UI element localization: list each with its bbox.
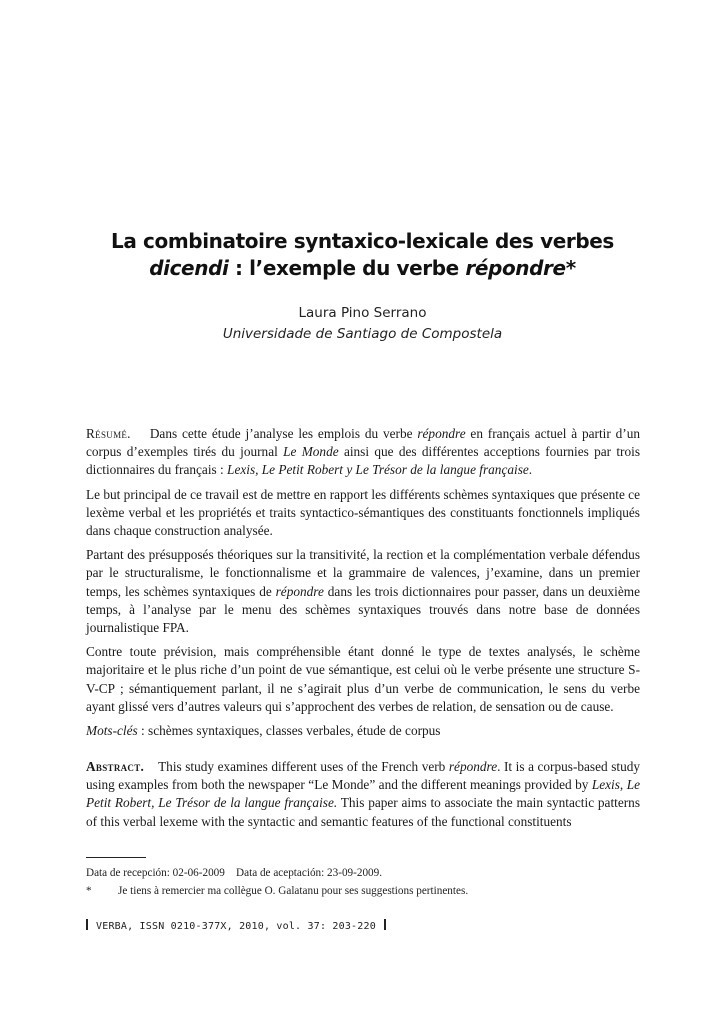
abstract-paragraph: Abstract. This study examines different uses of the French verb répondre. It is a corpus-based study using examples from both the newspaper “Le Monde” and the different meanings provided by Lexis, Le Petit Robert, Le Trésor de la langue française. This paper aims to associate the main syntactic patterns of this verbal lexeme with the syntactic and semantic features of the functional constituents [86, 759, 641, 829]
article-title [0, 228, 725, 282]
title-line-1: La combinatoire syntaxico-lexicale des verbes [111, 229, 614, 253]
author-name: Laura Pino Serrano [298, 305, 427, 321]
footnote-thanks: * Je tiens à remercier ma collègue O. Galatanu pour ses suggestions pertinentes. [86, 885, 469, 897]
resume-section [86, 425, 640, 746]
footnotes [86, 864, 640, 900]
author-affiliation: Universidade de Santiago de Compostela [222, 326, 503, 342]
resume-paragraph-2: Le but principal de ce travail est de mettre en rapport les différents schèmes syntaxiques que présente ce lexème verbal et les propriétés et traits syntactico-sémantiques des constituants fonctionnels impliqués dans chaque construction analysée. [86, 486, 640, 539]
abstract-label: Abstract. [86, 759, 145, 774]
resume-keywords: Mots-clés : schèmes syntaxiques, classes verbales, étude de corpus [86, 723, 441, 739]
footer-bar-right [384, 919, 386, 930]
resume-paragraph-1: Résumé. Dans cette étude j’analyse les emplois du verbe répondre en français actuel à partir d’un corpus d’exemples tirés du journal Le Monde ainsi que des différentes acceptions fournies par trois dictionnaires du français : Lexis, Le Petit Robert y Le Trésor de la langue française. [86, 426, 641, 478]
footnote-dates: Data de recepción: 02-06-2009 Data de aceptación: 23-09-2009. [86, 867, 383, 879]
abstract-section [86, 758, 640, 837]
footnote-rule [86, 857, 146, 858]
resume-paragraph-4: Contre toute prévision, mais compréhensible étant donné le type de textes analysés, le schème majoritaire et le plus riche d’un point de vue sémantique, est celui où le verbe présente une structure S-V-CP ; sémantiquement parlant, il ne s’agirait plus d’un verbe de communication, le sens du verbe ayant glissé vers d’autres valeurs qui s’approchent des verbes de relation, de sensation ou de cause. [86, 644, 640, 714]
title-line-2: dicendi : l’exemple du verbe répondre* [149, 256, 576, 280]
footer-bar-left [86, 919, 88, 930]
journal-citation: VERBA, ISSN 0210-377X, 2010, vol. 37: 203-220 [96, 921, 376, 932]
resume-label: Résumé [86, 426, 128, 441]
journal-footer [86, 919, 386, 932]
resume-paragraph-3: Partant des présupposés théoriques sur la transitivité, la rection et la complémentation verbale défendus par le structuralisme, le fonctionnalisme et la grammaire de valences, j’examine, dans un premier temps, les schèmes syntaxiques de répondre dans les trois dictionnaires pour passer, dans un deuxième temps, à l’analyse par le menu des schèmes syntaxiques trouvés dans notre base de données journalistique FPA. [86, 547, 640, 636]
